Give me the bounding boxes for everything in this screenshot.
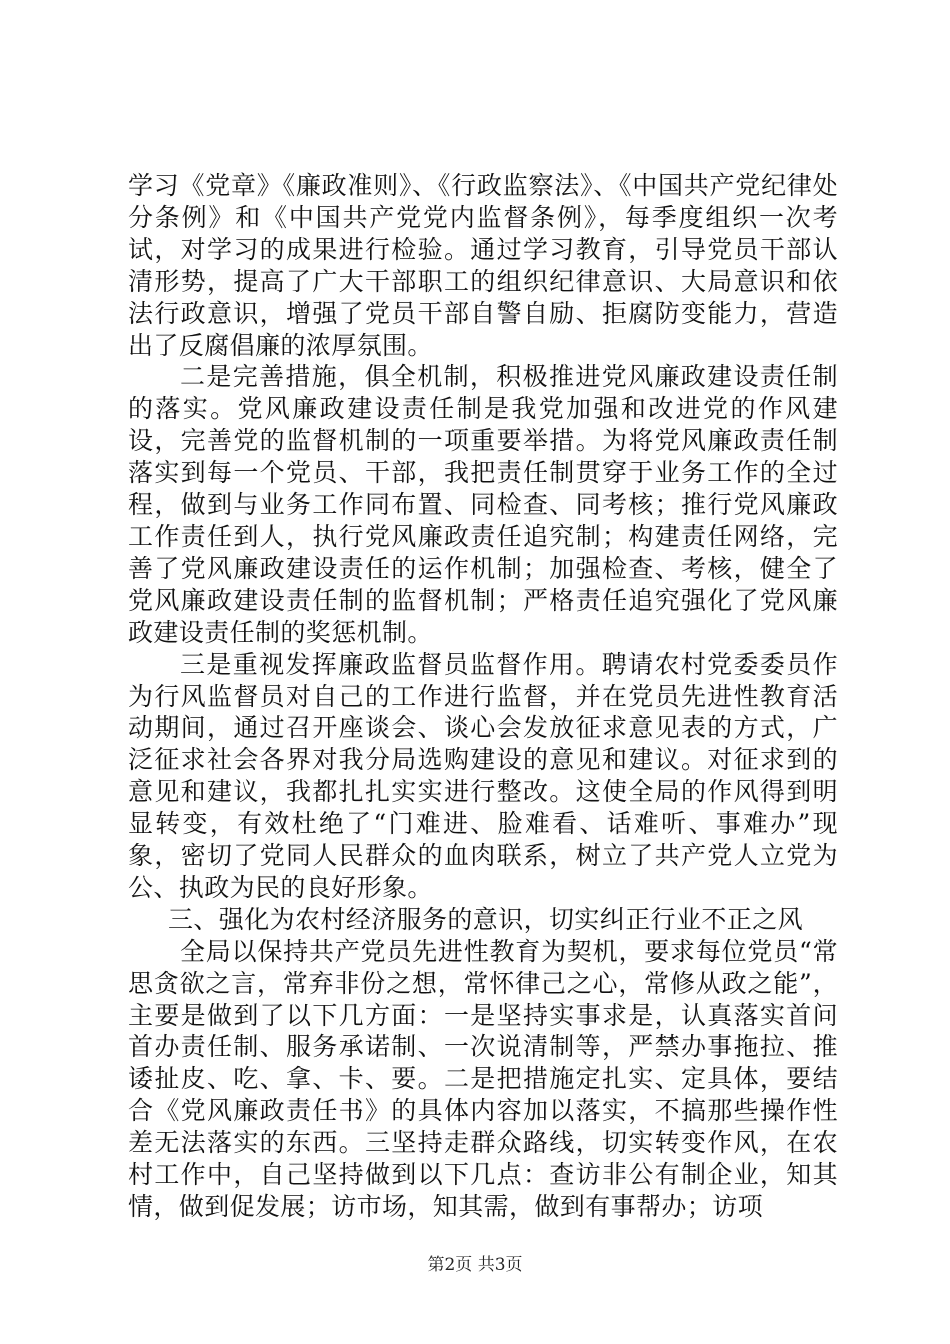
page-footer: 第2页 共3页 (427, 1255, 523, 1275)
paragraph-1: 学习《党章》《廉政准则》、《行政监察法》、《中国共产党纪律处分条例》和《中国共产党党内监督条例》，每季度组织一次考试，对学习的成果进行检验。通过学习教育，引导党员干部认清形势，提高了广大干部职工的组织纪律意识、大局意识和依法行政意识，增强了党员干部自警自励、拒腐防变能力，营造出了反腐倡廉的浓厚氛围。 (128, 171, 838, 360)
section-heading: 三、强化为农村经济服务的意识，切实纠正行业不正之风 (168, 904, 804, 934)
document-body (128, 170, 838, 1223)
paragraph-2: 二是完善措施，俱全机制，积极推进党风廉政建设责任制的落实。党风廉政建设责任制是我党加强和改进党的作风建设，完善党的监督机制的一项重要举措。为将党风廉政责任制落实到每一个党员、干部，我把责任制贯穿于业务工作的全过程，做到与业务工作同布置、同检查、同考核；推行党风廉政工作责任到人，执行党风廉政责任追究制；构建责任网络，完善了党风廉政建设责任的运作机制；加强检查、考核，健全了党风廉政建设责任制的监督机制；严格责任追究强化了党风廉政建设责任制的奖惩机制。 (128, 362, 838, 647)
paragraph-3: 三是重视发挥廉政监督员监督作用。聘请农村党委委员作为行风监督员对自己的工作进行监督，并在党员先进性教育活动期间，通过召开座谈会、谈心会发放征求意见表的方式，广泛征求社会各界对我分局选购建设的意见和建议。对征求到的意见和建议，我都扎扎实实进行整改。这使全局的作风得到明显转变，有效杜绝了“门难进、脸难看、话难听、事难办”现象，密切了党同人民群众的血肉联系，树立了共产党人立党为公、执政为民的良好形象。 (128, 649, 838, 902)
paragraph-4: 全局以保持共产党员先进性教育为契机，要求每位党员“常思贪欲之言，常弃非份之想，常怀律己之心，常修从政之能”，主要是做到了以下几方面：一是坚持实事求是，认真落实首问首办责任制、服务承诺制、一次说清制等，严禁办事拖拉、推诿扯皮、吃、拿、卡、要。二是把措施定扎实、定具体，要结合《党风廉政责任书》的具体内容加以落实，不搞那些操作性差无法落实的东西。三坚持走群众路线，切实转变作风，在农村工作中，自己坚持做到以下几点：查访非公有制企业，知其情，做到促发展；访市场，知其需，做到有事帮办；访项 (128, 936, 838, 1221)
